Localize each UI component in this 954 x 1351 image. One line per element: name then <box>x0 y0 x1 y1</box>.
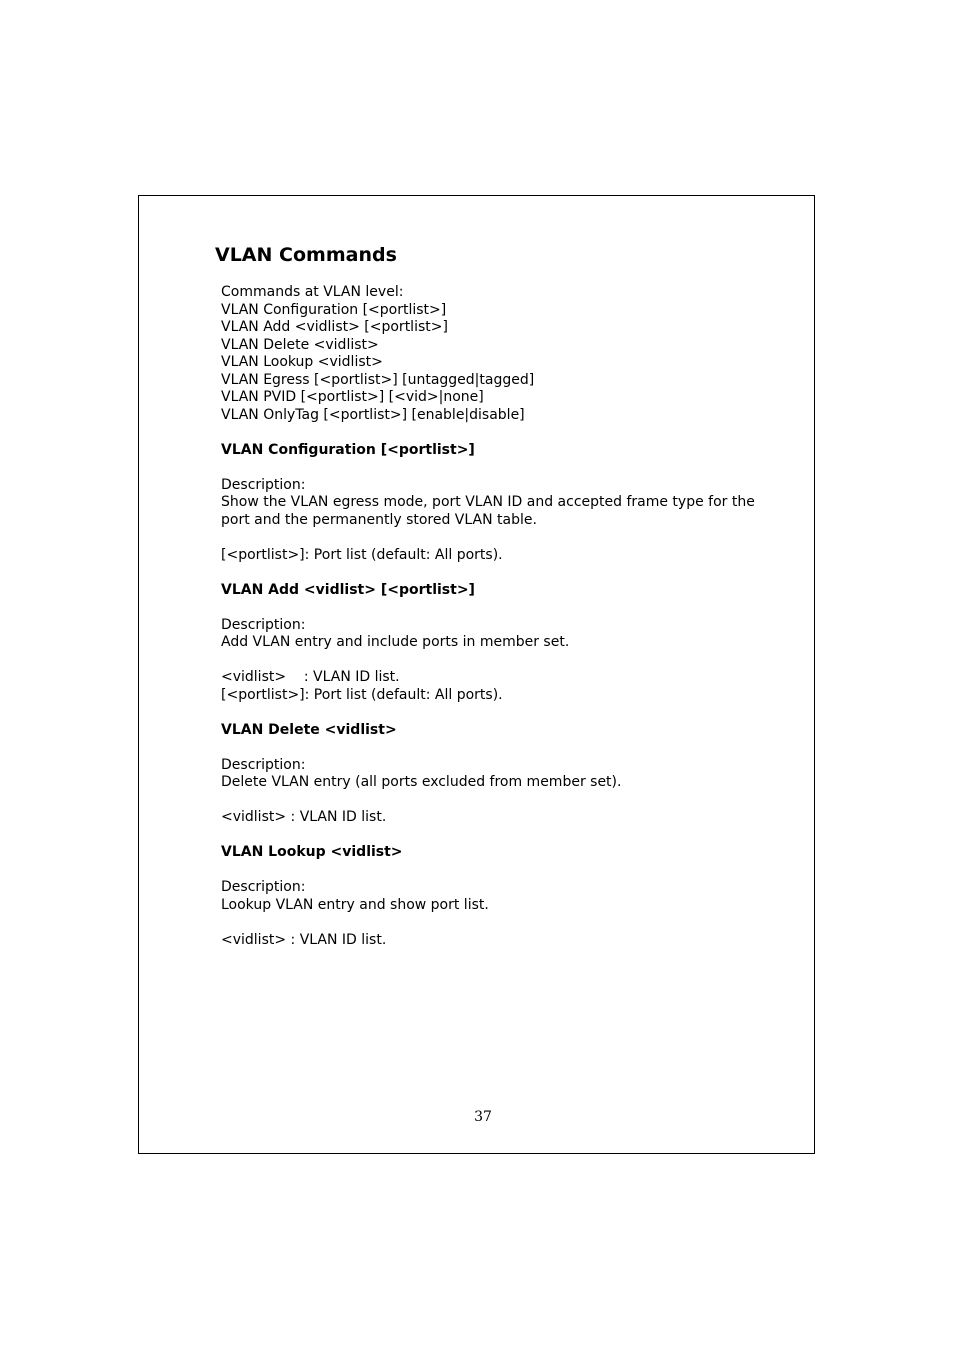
description-text: port and the permanently stored VLAN table. <box>221 511 537 528</box>
description-label: Description: <box>221 476 306 493</box>
param-text: [<portlist>]: Port list (default: All ports). <box>221 546 503 563</box>
commands-intro: Commands at VLAN level: <box>221 284 404 300</box>
section-heading: VLAN Configuration [<portlist>] <box>221 441 475 458</box>
param-text: <vidlist> : VLAN ID list. <box>221 809 387 825</box>
description-label: Description: <box>221 756 306 773</box>
command-item: VLAN Add <vidlist> [<portlist>] <box>221 319 448 335</box>
param-text: <vidlist> : VLAN ID list. <box>221 931 387 948</box>
command-item: VLAN Delete <vidlist> <box>221 336 379 353</box>
command-item: VLAN Configuration [<portlist>] <box>221 301 447 318</box>
description-label: Description: <box>221 879 306 895</box>
commands-list <box>221 284 791 424</box>
section-heading: VLAN Lookup <vidlist> <box>221 844 403 860</box>
section-vlan-lookup <box>221 844 791 949</box>
description-text: Add VLAN entry and include ports in member set. <box>221 634 570 650</box>
section-heading: VLAN Delete <vidlist> <box>221 721 397 738</box>
page-title: VLAN Commands <box>215 244 397 266</box>
description-text: Show the VLAN egress mode, port VLAN ID and accepted frame type for the <box>221 494 755 510</box>
description-text: Lookup VLAN entry and show port list. <box>221 896 489 913</box>
section-heading: VLAN Add <vidlist> [<portlist>] <box>221 581 475 598</box>
description-label: Description: <box>221 616 306 633</box>
param-text: [<portlist>]: Port list (default: All ports). <box>221 686 503 703</box>
section-vlan-delete <box>221 722 791 827</box>
page-number: 37 <box>474 1109 492 1125</box>
command-item: VLAN PVID [<portlist>] [<vid>|none] <box>221 389 484 405</box>
page-content <box>221 284 791 949</box>
command-item: VLAN OnlyTag [<portlist>] [enable|disable] <box>221 406 525 423</box>
section-vlan-add <box>221 582 791 705</box>
command-item: VLAN Egress [<portlist>] [untagged|tagged] <box>221 371 535 388</box>
description-text: Delete VLAN entry (all ports excluded from member set). <box>221 774 622 790</box>
command-item: VLAN Lookup <vidlist> <box>221 354 383 370</box>
param-text: <vidlist> : VLAN ID list. <box>221 669 400 685</box>
section-vlan-configuration <box>221 442 791 565</box>
